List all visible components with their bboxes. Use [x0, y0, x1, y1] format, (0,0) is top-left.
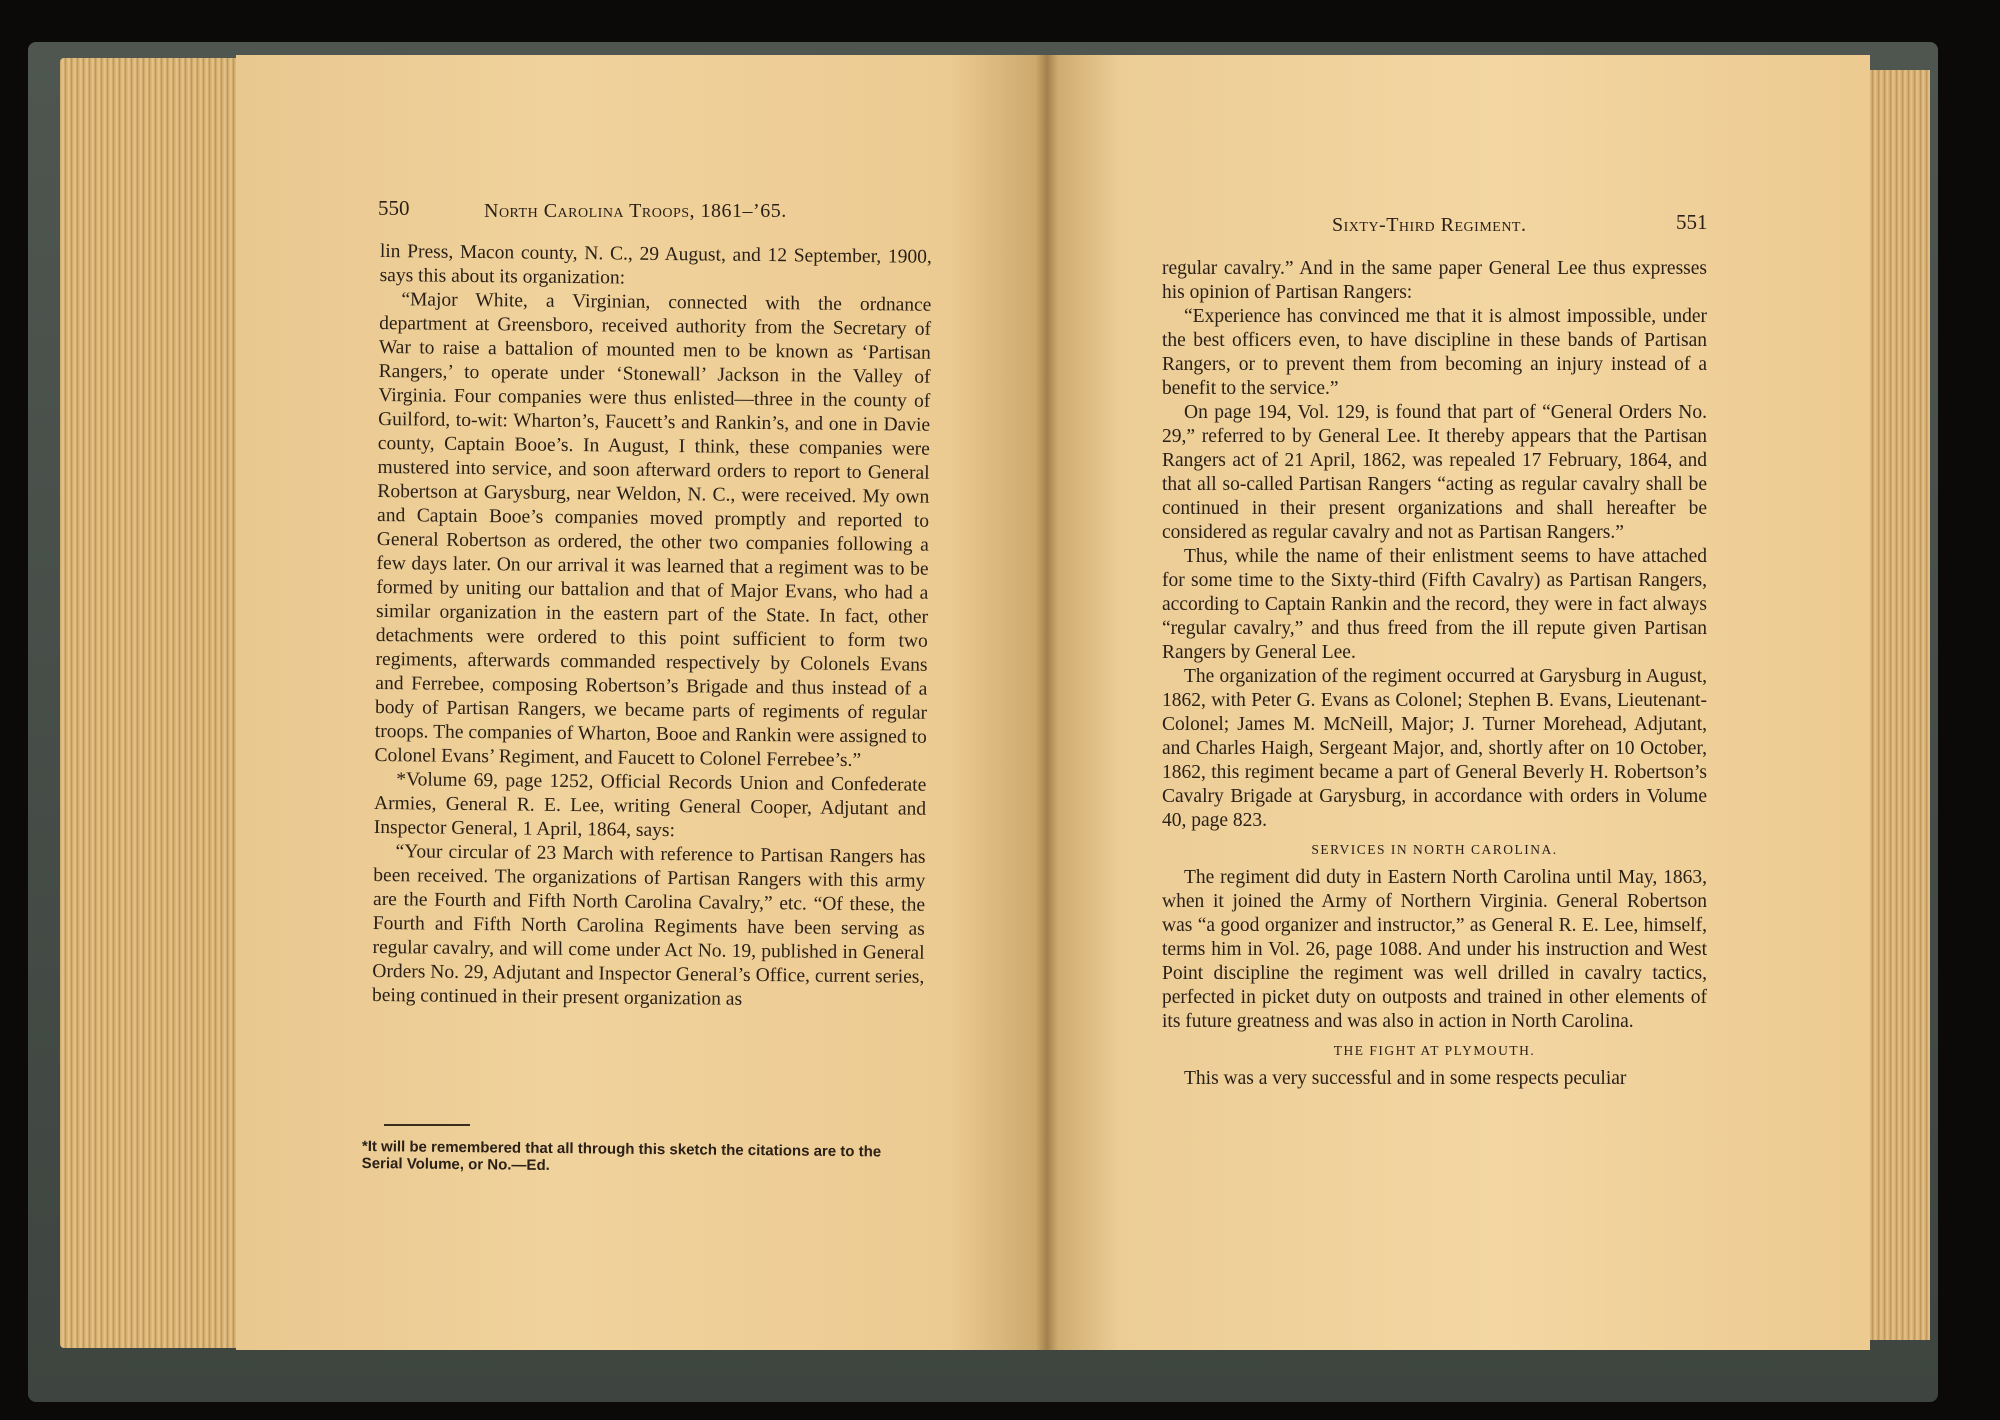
- left-page-body: [372, 240, 932, 1014]
- right-paragraph-2: “Experience has convinced me that it is almost impossible, under the best officers even, to have discipline in these bands of Partisan Rangers, or to prevent them from becoming an injury instead of a benefit to the service.”: [1162, 306, 1707, 399]
- subheading-services: SERVICES IN NORTH CAROLINA.: [1311, 842, 1558, 857]
- left-paragraph-1: lin Press, Macon county, N. C., 29 August, and 12 September, 1900, says this about its organization:: [379, 240, 932, 289]
- book-gutter: [1036, 55, 1058, 1350]
- footnote: *It will be remembered that all through this sketch the citations are to the Serial Volume, or No.—Ed.: [361, 1138, 882, 1174]
- subheading-plymouth: THE FIGHT AT PLYMOUTH.: [1333, 1043, 1536, 1058]
- left-running-head: North Carolina Troops, 1861–’65.: [484, 200, 787, 222]
- right-paragraph-1: regular cavalry.” And in the same paper General Lee thus expresses his opinion of Partisan Rangers:: [1162, 258, 1707, 303]
- right-page-body: [1162, 257, 1707, 1091]
- left-paragraph-3: *Volume 69, page 1252, Official Records Union and Confederate Armies, General R. E. Lee, writing General Cooper, Adjutant and Inspector General, 1 April, 1864, says:: [373, 769, 927, 842]
- left-page-number: 550: [378, 196, 410, 220]
- right-paragraph-4: Thus, while the name of their enlistment seems to have attached for some time to the Sixty-third (Fifth Cavalry) as Partisan Rangers, according to Captain Rankin and the record, they were in fact always “regular cavalry,” and thus freed from the ill repute given Partisan Rangers by General Lee.: [1162, 546, 1707, 663]
- right-paragraph-7: This was a very successful and in some respects peculiar: [1184, 1068, 1627, 1089]
- right-paragraph-6: The regiment did duty in Eastern North Carolina until May, 1863, when it joined the Army of Northern Virginia. General Robertson was “a good organizer and instructor,” as General R. E. Lee, himself, terms him in Vol. 26, page 1088. And under his instruction and West Point discipline the regiment was well drilled in cavalry tactics, perfected in picket duty on outposts and trained in other elements of its future greatness and was also in action in North Carolina.: [1162, 867, 1707, 1032]
- right-running-head: Sixty-Third Regiment.: [1332, 214, 1527, 236]
- footnote-rule: [384, 1124, 470, 1126]
- right-paragraph-3: On page 194, Vol. 129, is found that part of “General Orders No. 29,” referred to by General Lee. It thereby appears that the Partisan Rangers act of 21 April, 1862, was repealed 17 February, 1864, and that all so-called Partisan Rangers “acting as regular cavalry shall be continued in their present organizations and shall hereafter be considered as regular cavalry and not as Partisan Rangers.”: [1162, 402, 1707, 543]
- left-paragraph-2: “Major White, a Virginian, connected with the ordnance department at Greensboro, received authority from the Secretary of War to raise a battalion of mounted men to be known as ‘Partisan Rangers,’ to operate under ‘Stonewall’ Jackson in the Valley of Virginia. Four companies were thus enlisted—three in the county of Guilford, to-wit: Wharton’s, Faucett’s and Rankin’s, and one in Davie county, Captain Booe’s. In August, I think, these companies were mustered into service, and soon afterward orders to report to General Robertson at Garysburg, near Weldon, N. C., were received. My own and Captain Booe’s companies moved promptly and reported to General Robertson as ordered, the other two companies following a few days later. On our arrival it was learned that a regiment was to be formed by uniting our battalion and that of Major Evans, who had a similar organization in the eastern part of the State. In fact, other detachments were ordered to this point sufficient to form two regiments, afterwards commanded respectively by Colonels Evans and Ferrebee, composing Robertson’s Brigade and thus instead of a body of Partisan Rangers, we became parts of regiments of regular troops. The companies of Wharton, Booe and Rankin were assigned to Colonel Evans’ Regiment, and Faucett to Colonel Ferrebee’s.”: [374, 289, 932, 772]
- right-paragraph-5: The organization of the regiment occurred at Garysburg in August, 1862, with Peter G. Evans as Colonel; Stephen B. Evans, Lieutenant-Colonel; James M. McNeill, Major; J. Turner Morehead, Adjutant, and Charles Haigh, Sergeant Major, and, shortly after on 10 October, 1862, this regiment became a part of General Beverly H. Robertson’s Cavalry Brigade at Garysburg, in accordance with orders in Volume 40, page 823.: [1162, 666, 1707, 831]
- left-paragraph-4: “Your circular of 23 March with reference to Partisan Rangers has been received. The organizations of Partisan Rangers with this army are the Fourth and Fifth North Carolina Cavalry,” etc. “Of these, the Fourth and Fifth North Carolina Regiments have been serving as regular cavalry, and will come under Act No. 19, published in General Orders No. 29, Adjutant and Inspector General’s Office, current series, being continued in their present organization as: [371, 841, 926, 1010]
- right-page-number: 551: [1676, 210, 1708, 234]
- page-edges-left: [60, 58, 238, 1348]
- page-edges-right: [1860, 70, 1930, 1340]
